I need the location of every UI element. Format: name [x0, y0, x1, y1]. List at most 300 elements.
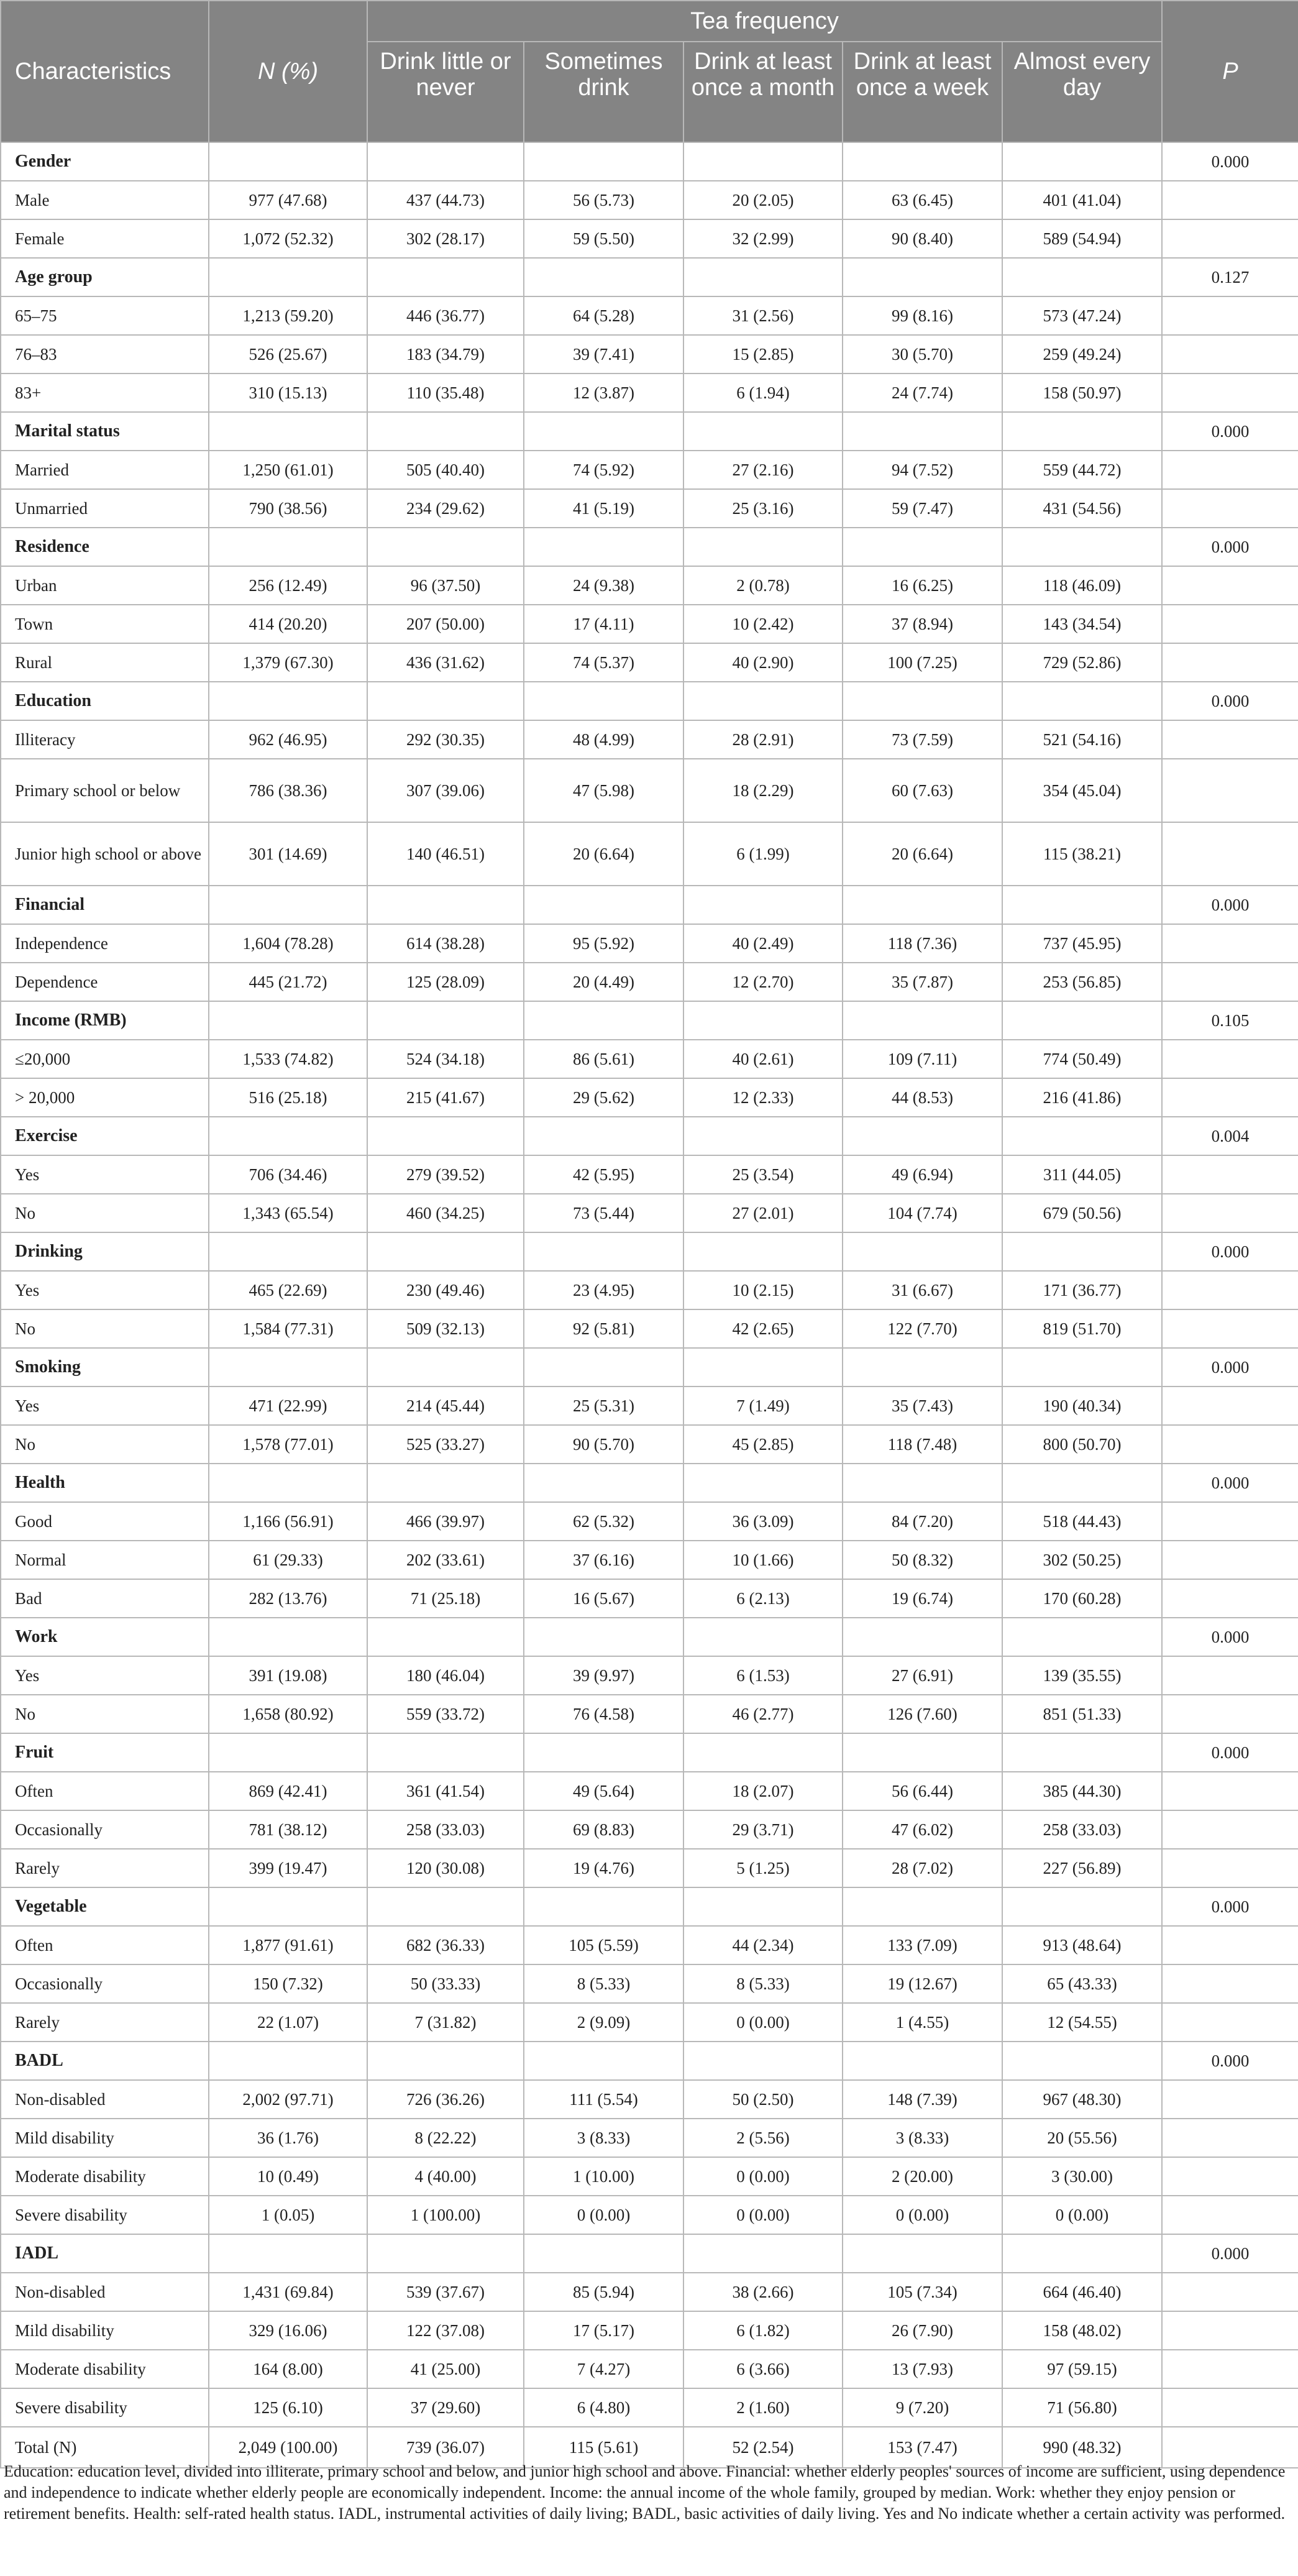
frequency-cell: 71 (56.80) — [1002, 2388, 1162, 2427]
frequency-cell: 28 (2.91) — [683, 720, 843, 759]
table-row — [1, 1309, 1298, 1348]
frequency-cell: 18 (2.29) — [683, 759, 843, 822]
frequency-cell: 851 (51.33) — [1002, 1695, 1162, 1733]
frequency-cell: 29 (3.71) — [683, 1810, 843, 1849]
frequency-cell: 259 (49.24) — [1002, 335, 1162, 374]
frequency-cell: 4 (40.00) — [367, 2157, 524, 2196]
frequency-cell: 466 (39.97) — [367, 1502, 524, 1541]
row-label: Independence — [1, 924, 209, 963]
row-label: Severe disability — [1, 2196, 209, 2234]
frequency-cell — [524, 1001, 683, 1040]
frequency-cell: 41 (5.19) — [524, 489, 683, 528]
frequency-cell — [524, 1348, 683, 1387]
p-value-cell — [1162, 1425, 1298, 1464]
n-cell: 1,431 (69.84) — [209, 2273, 367, 2311]
p-value-cell: 0.004 — [1162, 1117, 1298, 1155]
n-cell: 1 (0.05) — [209, 2196, 367, 2234]
p-value-cell — [1162, 1656, 1298, 1695]
category-label: Health — [1, 1464, 209, 1502]
n-cell: 61 (29.33) — [209, 1541, 367, 1579]
frequency-cell: 279 (39.52) — [367, 1155, 524, 1194]
frequency-cell: 13 (7.93) — [843, 2350, 1002, 2388]
category-label: Financial — [1, 886, 209, 924]
n-cell: 282 (13.76) — [209, 1579, 367, 1618]
row-label: Occasionally — [1, 1810, 209, 1849]
table-row — [1, 1387, 1298, 1425]
frequency-cell: 90 (8.40) — [843, 219, 1002, 258]
frequency-cell — [524, 1733, 683, 1772]
n-cell — [209, 1232, 367, 1271]
row-label: Mild disability — [1, 2119, 209, 2157]
frequency-cell — [1002, 2234, 1162, 2273]
n-cell — [209, 1117, 367, 1155]
frequency-cell: 105 (7.34) — [843, 2273, 1002, 2311]
frequency-cell — [683, 2042, 843, 2080]
frequency-cell: 49 (6.94) — [843, 1155, 1002, 1194]
table-row — [1, 2311, 1298, 2350]
frequency-cell: 105 (5.59) — [524, 1926, 683, 1964]
frequency-cell — [367, 1348, 524, 1387]
table-row — [1, 1849, 1298, 1887]
row-label: Yes — [1, 1387, 209, 1425]
frequency-cell — [1002, 682, 1162, 720]
n-cell — [209, 1001, 367, 1040]
frequency-cell: 16 (6.25) — [843, 566, 1002, 605]
n-cell: 1,658 (80.92) — [209, 1695, 367, 1733]
frequency-cell — [843, 682, 1002, 720]
frequency-cell: 76 (4.58) — [524, 1695, 683, 1733]
frequency-cell: 73 (7.59) — [843, 720, 1002, 759]
frequency-cell — [367, 1001, 524, 1040]
table-row — [1, 1502, 1298, 1541]
p-value-cell: 0.000 — [1162, 1348, 1298, 1387]
frequency-cell: 28 (7.02) — [843, 1849, 1002, 1887]
frequency-cell: 37 (29.60) — [367, 2388, 524, 2427]
frequency-cell: 436 (31.62) — [367, 643, 524, 682]
header-tea-frequency: Tea frequency — [367, 1, 1162, 42]
frequency-cell: 25 (3.16) — [683, 489, 843, 528]
frequency-cell: 36 (3.09) — [683, 1502, 843, 1541]
frequency-cell: 25 (3.54) — [683, 1155, 843, 1194]
frequency-cell: 18 (2.07) — [683, 1772, 843, 1810]
frequency-cell: 401 (41.04) — [1002, 181, 1162, 219]
frequency-cell: 5 (1.25) — [683, 1849, 843, 1887]
frequency-cell: 679 (50.56) — [1002, 1194, 1162, 1232]
p-value-cell — [1162, 1502, 1298, 1541]
header-almost-every-day: Almost every day — [1002, 42, 1162, 142]
table-row — [1, 374, 1298, 412]
frequency-cell: 27 (2.16) — [683, 451, 843, 489]
frequency-cell: 109 (7.11) — [843, 1040, 1002, 1078]
p-value-cell — [1162, 822, 1298, 886]
category-row — [1, 1348, 1298, 1387]
p-value-cell — [1162, 1579, 1298, 1618]
table-row — [1, 1078, 1298, 1117]
frequency-cell — [683, 1117, 843, 1155]
category-row — [1, 1232, 1298, 1271]
frequency-cell: 24 (9.38) — [524, 566, 683, 605]
frequency-cell: 682 (36.33) — [367, 1926, 524, 1964]
p-value-cell — [1162, 1849, 1298, 1887]
frequency-cell: 227 (56.89) — [1002, 1849, 1162, 1887]
frequency-cell: 7 (1.49) — [683, 1387, 843, 1425]
row-label: Non-disabled — [1, 2273, 209, 2311]
frequency-cell — [1002, 2042, 1162, 2080]
p-value-cell — [1162, 1155, 1298, 1194]
table-row — [1, 566, 1298, 605]
frequency-cell: 431 (54.56) — [1002, 489, 1162, 528]
frequency-cell: 97 (59.15) — [1002, 2350, 1162, 2388]
frequency-cell — [843, 1887, 1002, 1926]
row-label: > 20,000 — [1, 1078, 209, 1117]
frequency-cell: 126 (7.60) — [843, 1695, 1002, 1733]
frequency-cell: 50 (2.50) — [683, 2080, 843, 2119]
frequency-cell: 118 (7.48) — [843, 1425, 1002, 1464]
frequency-cell: 122 (37.08) — [367, 2311, 524, 2350]
frequency-cell: 6 (2.13) — [683, 1579, 843, 1618]
p-value-cell — [1162, 451, 1298, 489]
frequency-cell: 10 (2.42) — [683, 605, 843, 643]
frequency-cell: 0 (0.00) — [524, 2196, 683, 2234]
frequency-cell — [367, 1887, 524, 1926]
frequency-cell: 96 (37.50) — [367, 566, 524, 605]
frequency-cell: 505 (40.40) — [367, 451, 524, 489]
frequency-cell: 819 (51.70) — [1002, 1309, 1162, 1348]
p-value-cell — [1162, 374, 1298, 412]
frequency-cell: 8 (22.22) — [367, 2119, 524, 2157]
n-cell: 1,578 (77.01) — [209, 1425, 367, 1464]
frequency-cell — [843, 1001, 1002, 1040]
n-cell: 391 (19.08) — [209, 1656, 367, 1695]
category-row — [1, 528, 1298, 566]
frequency-cell: 39 (9.97) — [524, 1656, 683, 1695]
frequency-cell — [367, 2234, 524, 2273]
category-label: BADL — [1, 2042, 209, 2080]
frequency-cell: 3 (8.33) — [843, 2119, 1002, 2157]
row-label: Severe disability — [1, 2388, 209, 2427]
frequency-cell: 44 (2.34) — [683, 1926, 843, 1964]
row-label: Good — [1, 1502, 209, 1541]
frequency-cell — [1002, 258, 1162, 296]
frequency-cell: 122 (7.70) — [843, 1309, 1002, 1348]
table-row — [1, 605, 1298, 643]
category-label: Income (RMB) — [1, 1001, 209, 1040]
frequency-cell: 664 (46.40) — [1002, 2273, 1162, 2311]
frequency-cell: 202 (33.61) — [367, 1541, 524, 1579]
category-row — [1, 1733, 1298, 1772]
row-label: 76–83 — [1, 335, 209, 374]
n-cell: 1,343 (65.54) — [209, 1194, 367, 1232]
table-row — [1, 2350, 1298, 2388]
frequency-cell: 8 (5.33) — [683, 1964, 843, 2003]
frequency-cell: 39 (7.41) — [524, 335, 683, 374]
frequency-cell — [843, 412, 1002, 451]
frequency-cell: 774 (50.49) — [1002, 1040, 1162, 1078]
frequency-cell — [843, 2234, 1002, 2273]
frequency-cell: 1 (4.55) — [843, 2003, 1002, 2042]
frequency-cell: 115 (5.61) — [524, 2427, 683, 2468]
frequency-cell: 45 (2.85) — [683, 1425, 843, 1464]
frequency-cell: 7 (4.27) — [524, 2350, 683, 2388]
frequency-cell: 207 (50.00) — [367, 605, 524, 643]
frequency-cell: 65 (43.33) — [1002, 1964, 1162, 2003]
frequency-cell — [843, 1618, 1002, 1656]
frequency-cell: 539 (37.67) — [367, 2273, 524, 2311]
n-cell: 2,002 (97.71) — [209, 2080, 367, 2119]
frequency-cell: 6 (1.99) — [683, 822, 843, 886]
row-label: Yes — [1, 1656, 209, 1695]
row-label: No — [1, 1309, 209, 1348]
frequency-cell — [843, 1117, 1002, 1155]
frequency-cell: 47 (5.98) — [524, 759, 683, 822]
frequency-cell: 0 (0.00) — [1002, 2196, 1162, 2234]
n-cell: 471 (22.99) — [209, 1387, 367, 1425]
row-label: Junior high school or above — [1, 822, 209, 886]
frequency-cell — [843, 2042, 1002, 2080]
category-row — [1, 886, 1298, 924]
table-row — [1, 1926, 1298, 1964]
frequency-cell — [1002, 1001, 1162, 1040]
frequency-cell — [843, 1232, 1002, 1271]
table-row — [1, 2273, 1298, 2311]
frequency-cell — [1002, 1464, 1162, 1502]
row-label: Married — [1, 451, 209, 489]
frequency-cell: 737 (45.95) — [1002, 924, 1162, 963]
frequency-cell — [1002, 1733, 1162, 1772]
frequency-cell: 27 (2.01) — [683, 1194, 843, 1232]
n-cell: 150 (7.32) — [209, 1964, 367, 2003]
frequency-cell: 158 (50.97) — [1002, 374, 1162, 412]
frequency-cell — [683, 528, 843, 566]
row-label: Yes — [1, 1271, 209, 1309]
frequency-cell — [683, 886, 843, 924]
n-cell: 329 (16.06) — [209, 2311, 367, 2350]
p-value-cell — [1162, 2311, 1298, 2350]
n-cell: 977 (47.68) — [209, 181, 367, 219]
frequency-cell — [683, 1348, 843, 1387]
frequency-cell — [1002, 1117, 1162, 1155]
n-cell: 1,213 (59.20) — [209, 296, 367, 335]
p-value-cell: 0.000 — [1162, 1232, 1298, 1271]
frequency-cell — [1002, 1618, 1162, 1656]
p-value-cell — [1162, 1387, 1298, 1425]
frequency-cell: 171 (36.77) — [1002, 1271, 1162, 1309]
n-cell: 2,049 (100.00) — [209, 2427, 367, 2468]
frequency-cell: 100 (7.25) — [843, 643, 1002, 682]
n-cell — [209, 1618, 367, 1656]
p-value-cell — [1162, 1964, 1298, 2003]
frequency-cell: 110 (35.48) — [367, 374, 524, 412]
n-cell: 10 (0.49) — [209, 2157, 367, 2196]
category-row — [1, 412, 1298, 451]
table-row — [1, 181, 1298, 219]
p-value-cell — [1162, 1194, 1298, 1232]
category-row — [1, 1887, 1298, 1926]
table-row — [1, 822, 1298, 886]
n-cell: 1,166 (56.91) — [209, 1502, 367, 1541]
table-row — [1, 1040, 1298, 1078]
row-label: Unmarried — [1, 489, 209, 528]
frequency-cell — [367, 258, 524, 296]
frequency-cell — [843, 1348, 1002, 1387]
frequency-cell: 48 (4.99) — [524, 720, 683, 759]
n-cell — [209, 2042, 367, 2080]
p-value-cell: 0.000 — [1162, 1887, 1298, 1926]
frequency-cell: 56 (5.73) — [524, 181, 683, 219]
frequency-cell: 589 (54.94) — [1002, 219, 1162, 258]
frequency-cell: 3 (8.33) — [524, 2119, 683, 2157]
table-row — [1, 1695, 1298, 1733]
frequency-cell — [524, 1117, 683, 1155]
n-cell: 869 (42.41) — [209, 1772, 367, 1810]
frequency-cell: 307 (39.06) — [367, 759, 524, 822]
frequency-cell: 26 (7.90) — [843, 2311, 1002, 2350]
n-cell: 22 (1.07) — [209, 2003, 367, 2042]
frequency-cell: 0 (0.00) — [683, 2157, 843, 2196]
frequency-cell: 292 (30.35) — [367, 720, 524, 759]
n-cell: 445 (21.72) — [209, 963, 367, 1001]
frequency-cell: 15 (2.85) — [683, 335, 843, 374]
frequency-cell — [524, 2234, 683, 2273]
n-cell — [209, 1464, 367, 1502]
n-cell: 1,072 (52.32) — [209, 219, 367, 258]
n-cell: 399 (19.47) — [209, 1849, 367, 1887]
p-value-cell: 0.127 — [1162, 258, 1298, 296]
frequency-cell: 20 (2.05) — [683, 181, 843, 219]
frequency-cell — [683, 1887, 843, 1926]
header-sometimes-drink: Sometimes drink — [524, 42, 683, 142]
frequency-cell: 2 (1.60) — [683, 2388, 843, 2427]
category-label: Education — [1, 682, 209, 720]
frequency-cell: 215 (41.67) — [367, 1078, 524, 1117]
category-row — [1, 258, 1298, 296]
row-label: Town — [1, 605, 209, 643]
category-row — [1, 1618, 1298, 1656]
row-label: Primary school or below — [1, 759, 209, 822]
header-once-a-week: Drink at least once a week — [843, 42, 1002, 142]
table-row — [1, 1810, 1298, 1849]
frequency-cell: 12 (2.70) — [683, 963, 843, 1001]
p-value-cell — [1162, 335, 1298, 374]
p-value-cell: 0.000 — [1162, 2234, 1298, 2273]
frequency-cell — [524, 258, 683, 296]
frequency-cell — [524, 142, 683, 181]
frequency-cell: 148 (7.39) — [843, 2080, 1002, 2119]
row-label: No — [1, 1425, 209, 1464]
table-row — [1, 1964, 1298, 2003]
table-row — [1, 2388, 1298, 2427]
table-row — [1, 759, 1298, 822]
row-label: Male — [1, 181, 209, 219]
p-value-cell — [1162, 924, 1298, 963]
frequency-cell: 118 (7.36) — [843, 924, 1002, 963]
row-label: Bad — [1, 1579, 209, 1618]
frequency-cell: 40 (2.49) — [683, 924, 843, 963]
frequency-cell: 509 (32.13) — [367, 1309, 524, 1348]
frequency-cell: 12 (54.55) — [1002, 2003, 1162, 2042]
frequency-cell: 253 (56.85) — [1002, 963, 1162, 1001]
row-label: 83+ — [1, 374, 209, 412]
frequency-cell: 6 (1.82) — [683, 2311, 843, 2350]
frequency-cell: 125 (28.09) — [367, 963, 524, 1001]
frequency-cell — [843, 528, 1002, 566]
frequency-cell: 64 (5.28) — [524, 296, 683, 335]
table-footnote: Education: education level, divided into illiterate, primary school and below, and junior high school and above. Financial: whether elderly peoples' sources of income are sufficient, using dependence and independence to indicate whether elderly people are economically independent. Income: the annual income of the whole family, grouped by median. Work: whether they enjoy pension or retirement benefits. Health: self-rated health status. IADL, instrumental activities of daily living; BADL, basic activities of daily living. Yes and No indicate whether a certain activity was performed. — [4, 2462, 1286, 2523]
frequency-cell: 42 (2.65) — [683, 1309, 843, 1348]
frequency-cell: 115 (38.21) — [1002, 822, 1162, 886]
table-row — [1, 219, 1298, 258]
frequency-cell: 32 (2.99) — [683, 219, 843, 258]
n-cell — [209, 528, 367, 566]
p-value-cell — [1162, 2080, 1298, 2119]
frequency-cell — [1002, 1348, 1162, 1387]
p-value-cell — [1162, 1040, 1298, 1078]
p-value-cell — [1162, 1541, 1298, 1579]
frequency-cell — [843, 886, 1002, 924]
n-cell: 1,379 (67.30) — [209, 643, 367, 682]
frequency-cell: 140 (46.51) — [367, 822, 524, 886]
frequency-cell: 56 (6.44) — [843, 1772, 1002, 1810]
frequency-cell: 143 (34.54) — [1002, 605, 1162, 643]
frequency-cell: 518 (44.43) — [1002, 1502, 1162, 1541]
frequency-cell: 302 (50.25) — [1002, 1541, 1162, 1579]
category-label: Smoking — [1, 1348, 209, 1387]
frequency-cell — [683, 1232, 843, 1271]
frequency-cell: 40 (2.61) — [683, 1040, 843, 1078]
category-label: Age group — [1, 258, 209, 296]
frequency-cell: 99 (8.16) — [843, 296, 1002, 335]
p-value-cell — [1162, 2119, 1298, 2157]
p-value-cell — [1162, 296, 1298, 335]
frequency-cell: 913 (48.64) — [1002, 1926, 1162, 1964]
frequency-cell: 118 (46.09) — [1002, 566, 1162, 605]
row-label: No — [1, 1695, 209, 1733]
frequency-cell: 95 (5.92) — [524, 924, 683, 963]
row-label: Female — [1, 219, 209, 258]
p-value-cell — [1162, 2388, 1298, 2427]
n-cell: 706 (34.46) — [209, 1155, 367, 1194]
row-label: Dependence — [1, 963, 209, 1001]
frequency-cell: 3 (30.00) — [1002, 2157, 1162, 2196]
n-cell: 516 (25.18) — [209, 1078, 367, 1117]
n-cell — [209, 258, 367, 296]
row-label: ≤20,000 — [1, 1040, 209, 1078]
frequency-cell — [367, 2042, 524, 2080]
frequency-cell: 86 (5.61) — [524, 1040, 683, 1078]
category-label: Gender — [1, 142, 209, 181]
frequency-cell: 20 (6.64) — [843, 822, 1002, 886]
p-value-cell — [1162, 1271, 1298, 1309]
category-row — [1, 1117, 1298, 1155]
frequency-cell: 446 (36.77) — [367, 296, 524, 335]
p-value-cell: 0.000 — [1162, 1464, 1298, 1502]
frequency-cell: 258 (33.03) — [367, 1810, 524, 1849]
frequency-cell: 20 (4.49) — [524, 963, 683, 1001]
frequency-cell: 90 (5.70) — [524, 1425, 683, 1464]
row-label: Often — [1, 1772, 209, 1810]
frequency-cell: 12 (3.87) — [524, 374, 683, 412]
table-row — [1, 489, 1298, 528]
frequency-cell: 170 (60.28) — [1002, 1579, 1162, 1618]
p-value-cell — [1162, 1926, 1298, 1964]
n-cell — [209, 1348, 367, 1387]
frequency-cell: 726 (36.26) — [367, 2080, 524, 2119]
frequency-cell: 41 (25.00) — [367, 2350, 524, 2388]
header-characteristics: Characteristics — [1, 1, 209, 142]
frequency-cell: 37 (8.94) — [843, 605, 1002, 643]
frequency-cell: 183 (34.79) — [367, 335, 524, 374]
n-cell: 1,533 (74.82) — [209, 1040, 367, 1078]
